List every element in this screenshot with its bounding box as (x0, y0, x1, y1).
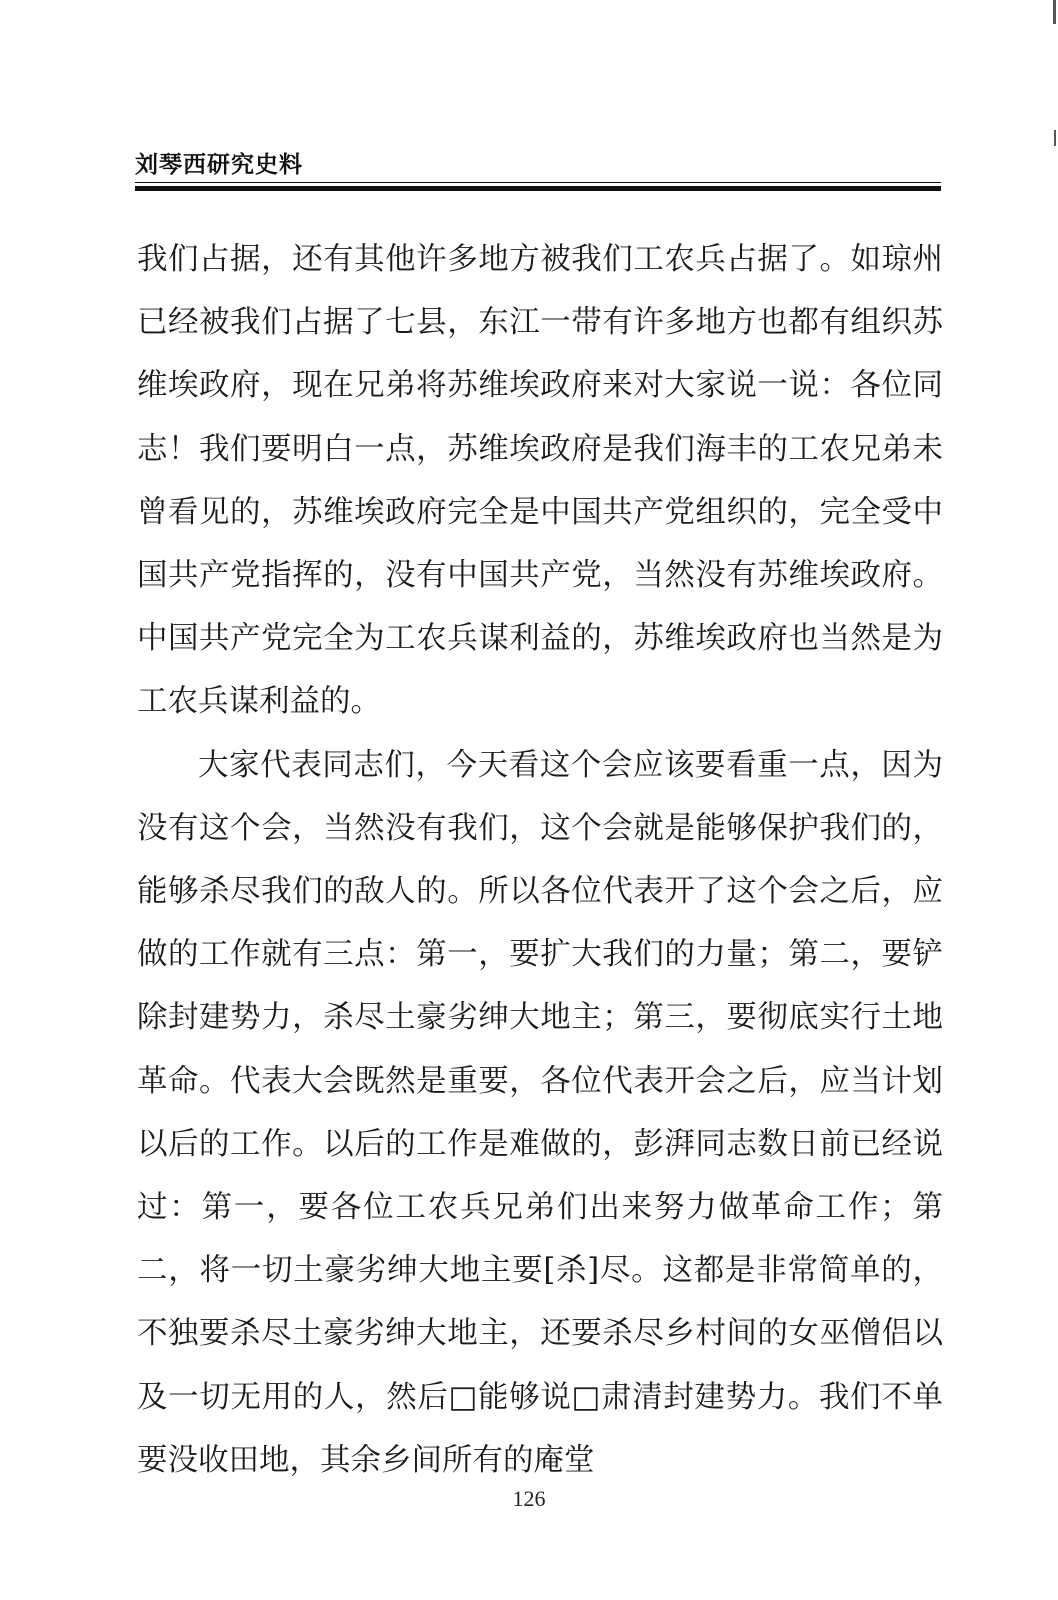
scan-edge-mark (1054, 130, 1056, 146)
running-header: 刘琴西研究史料 (135, 152, 303, 178)
paragraph: 我们占据，还有其他许多地方被我们工农兵占据了。如琼州已经被我们占据了七县，东江一带有许多地方也都有组织苏维埃政府，现在兄弟将苏维埃政府来对大家说一说：各位同志！我们要明白一点，苏维埃政府是我们海丰的工农兄弟未曾看见的，苏维埃政府完全是中国共产党组织的，完全受中国共产党指挥的，没有中国共产党，当然没有苏维埃政府。中国共产党完全为工农兵谋利益的，苏维埃政府也当然是为工农兵谋利益的。 (137, 242, 943, 720)
header-rule-thick (135, 186, 941, 191)
header-rule-thin (135, 182, 941, 183)
page-number: 126 (512, 1486, 546, 1511)
paragraph: 大家代表同志们，今天看这个会应该要看重一点，因为没有这个会，当然没有我们，这个会就是能够保护我们的，能够杀尽我们的敌人的。所以各位代表开了这个会之后，应做的工作就有三点：第一，要扩大我们的力量；第二，要铲除封建势力，杀尽土豪劣绅大地主；第三，要彻底实行土地革命。代表大会既然是重要，各位代表开会之后，应当计划以后的工作。以后的工作是难做的，彭湃同志数日前已经说过：第一，要各位工农兵兄弟们出来努力做革命工作；第二，将一切土豪劣绅大地主要[杀]尽。这都是非常简单的，不独要杀尽土豪劣绅大地主，还要杀尽乡村间的女巫僧侣以及一切无用的人，然后□能够说□肃清封建势力。我们不单要没收田地，其余乡间所有的庵堂 (137, 747, 943, 1478)
scan-edge-mark (1053, 0, 1056, 24)
body-text (137, 228, 943, 1492)
